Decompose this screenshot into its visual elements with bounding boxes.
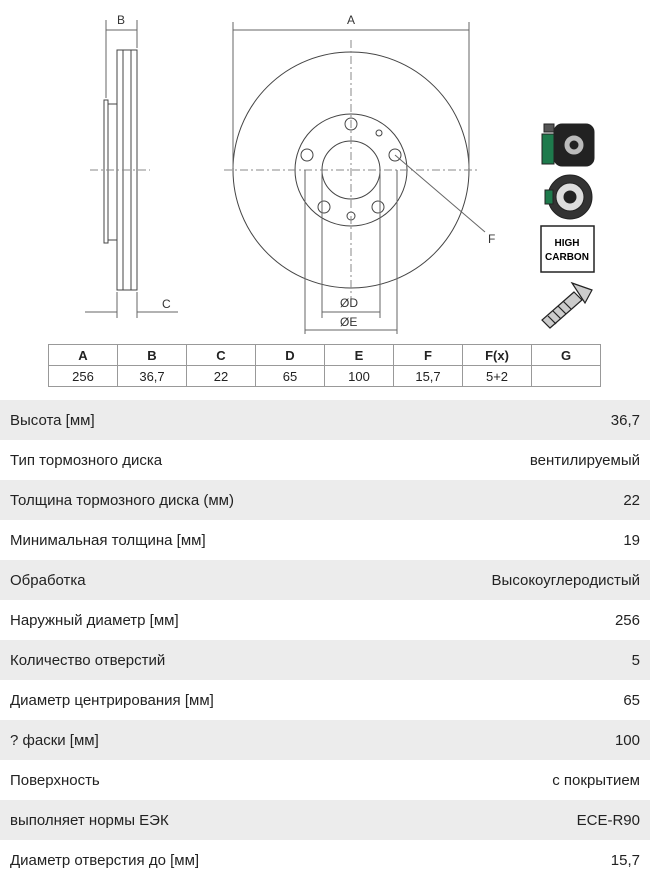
label-d: ØD bbox=[340, 296, 358, 310]
ventilated-disc-icon bbox=[542, 124, 594, 166]
spec-row-ece bbox=[0, 800, 650, 840]
spec-row-chamfer bbox=[0, 720, 650, 760]
dim-header-e: E bbox=[325, 345, 394, 366]
spec-label: выполняет нормы ЕЭК bbox=[10, 811, 169, 829]
side-view bbox=[85, 20, 178, 318]
label-b: B bbox=[117, 13, 126, 27]
spec-value: 22 bbox=[623, 491, 640, 509]
label-c: C bbox=[162, 297, 171, 311]
brake-disc-icon bbox=[545, 175, 592, 219]
dim-value-d: 65 bbox=[256, 366, 325, 387]
spec-row-thickness bbox=[0, 480, 650, 520]
dim-value-e: 100 bbox=[325, 366, 394, 387]
spec-value: 5 bbox=[631, 651, 640, 669]
spec-label: ? фаски [мм] bbox=[10, 731, 99, 749]
spec-row-height bbox=[0, 400, 650, 440]
dim-header-d: D bbox=[256, 345, 325, 366]
spec-row-hole-count bbox=[0, 640, 650, 680]
spec-row-disc-type bbox=[0, 440, 650, 480]
spec-label: Количество отверстий bbox=[10, 651, 166, 669]
spec-row-treatment bbox=[0, 560, 650, 600]
spec-label: Диаметр отверстия до [мм] bbox=[10, 851, 200, 869]
spec-value: вентилируемый bbox=[529, 451, 640, 469]
spec-label: Диаметр центрирования [мм] bbox=[10, 691, 214, 709]
dim-value-a: 256 bbox=[49, 366, 118, 387]
spec-value: 65 bbox=[623, 691, 640, 709]
spec-row-surface bbox=[0, 760, 650, 800]
spec-row-outer-diameter bbox=[0, 600, 650, 640]
spec-label: Обработка bbox=[10, 571, 86, 589]
label-f: F bbox=[488, 232, 496, 246]
spec-value: Высокоуглеродистый bbox=[491, 571, 640, 589]
spec-value: ECE-R90 bbox=[576, 811, 640, 829]
spec-value: 100 bbox=[614, 731, 640, 749]
dim-value-c: 22 bbox=[187, 366, 256, 387]
label-a: A bbox=[347, 13, 356, 27]
dim-header-fx: F(x) bbox=[463, 345, 532, 366]
dim-value-fx: 5+2 bbox=[463, 366, 532, 387]
spec-list bbox=[0, 400, 650, 880]
high-carbon-badge bbox=[541, 226, 594, 272]
spec-value: 256 bbox=[614, 611, 640, 629]
front-view bbox=[224, 22, 485, 334]
spec-row-hole-diameter bbox=[0, 840, 650, 880]
spec-label: Наружный диаметр [мм] bbox=[10, 611, 179, 629]
spec-row-centering-diameter bbox=[0, 680, 650, 720]
spec-value: 19 bbox=[623, 531, 640, 549]
dimensions-table bbox=[48, 344, 601, 387]
label-e: ØE bbox=[340, 315, 358, 329]
dim-header-a: A bbox=[49, 345, 118, 366]
carbon-line2: CARBON bbox=[545, 252, 589, 263]
dim-header-g: G bbox=[532, 345, 601, 366]
spec-label: Толщина тормозного диска (мм) bbox=[10, 491, 234, 509]
dim-value-f: 15,7 bbox=[394, 366, 463, 387]
dim-value-g bbox=[532, 366, 601, 387]
carbon-line1: HIGH bbox=[554, 238, 580, 249]
spec-label: Высота [мм] bbox=[10, 411, 95, 429]
spec-value: с покрытием bbox=[552, 771, 640, 789]
screw-icon bbox=[542, 283, 592, 328]
dim-value-b: 36,7 bbox=[118, 366, 187, 387]
spec-label: Тип тормозного диска bbox=[10, 451, 163, 469]
dimensions-header-row bbox=[49, 345, 601, 366]
spec-label: Поверхность bbox=[10, 771, 100, 789]
brake-disc-drawing bbox=[0, 0, 650, 395]
dim-header-b: B bbox=[118, 345, 187, 366]
dim-header-c: C bbox=[187, 345, 256, 366]
spec-label: Минимальная толщина [мм] bbox=[10, 531, 206, 549]
dimensions-value-row bbox=[49, 366, 601, 387]
dim-header-f: F bbox=[394, 345, 463, 366]
spec-value: 15,7 bbox=[610, 851, 640, 869]
spec-value: 36,7 bbox=[610, 411, 640, 429]
spec-row-min-thickness bbox=[0, 520, 650, 560]
